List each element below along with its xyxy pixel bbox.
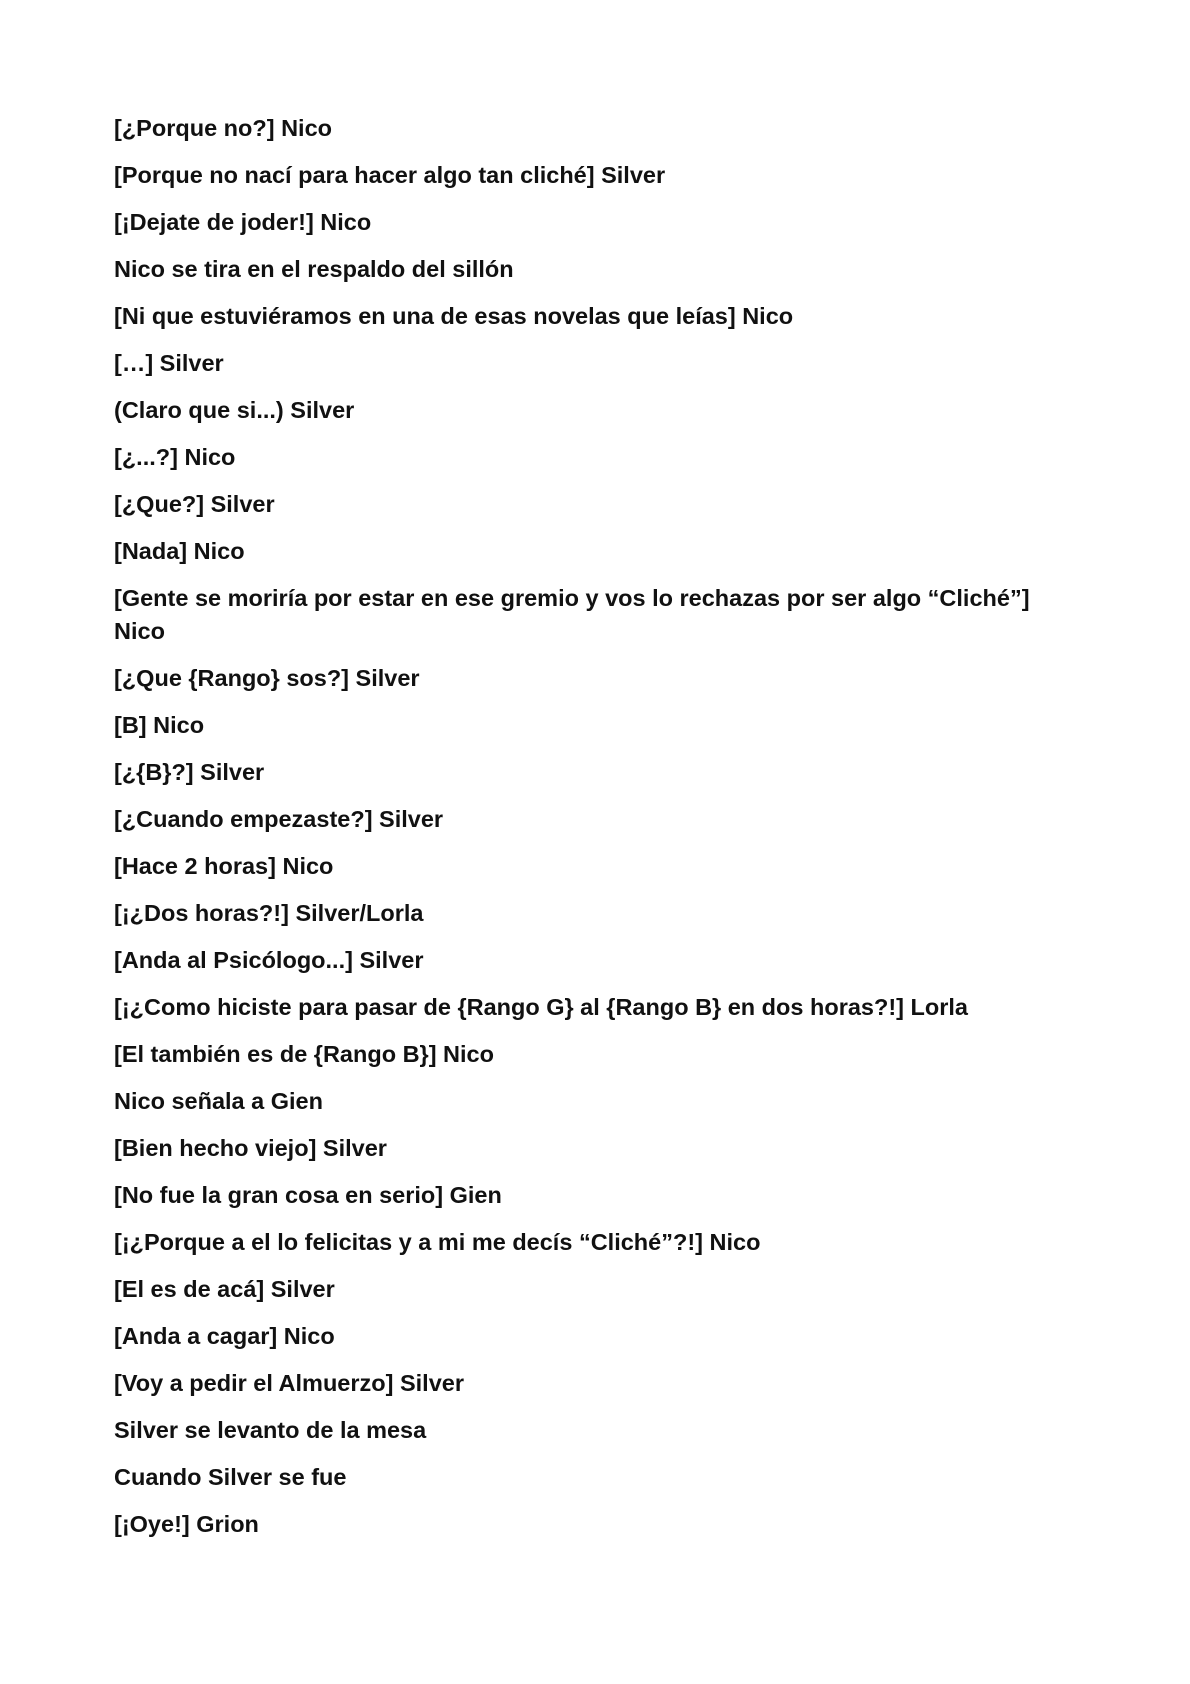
text-line: [¿...?] Nico <box>114 444 236 470</box>
text-line: [¡¿Dos horas?!] Silver/Lorla <box>114 900 424 926</box>
text-line: [¿Que {Rango} sos?] Silver <box>114 665 420 691</box>
text-line: [Anda al Psicólogo...] Silver <box>114 947 424 973</box>
text-line: [¿Que?] Silver <box>114 491 275 517</box>
text-line: [¡Oye!] Grion <box>114 1511 259 1537</box>
text-line: [¿Cuando empezaste?] Silver <box>114 806 444 832</box>
text-line: [No fue la gran cosa en serio] Gien <box>114 1182 502 1208</box>
text-line: [El es de acá] Silver <box>114 1276 335 1302</box>
text-line: [¿{B}?] Silver <box>114 759 265 785</box>
text-line: [Bien hecho viejo] Silver <box>114 1135 387 1161</box>
text-line: Cuando Silver se fue <box>114 1464 347 1490</box>
text-line: Silver se levanto de la mesa <box>114 1417 427 1443</box>
text-line: [¡¿Como hiciste para pasar de {Rango G} al {Rango B} en dos horas?!] Lorla <box>114 994 968 1020</box>
text-line: [¿Porque no?] Nico <box>114 115 333 141</box>
text-line: [Hace 2 horas] Nico <box>114 853 334 879</box>
text-line: [¡¿Porque a el lo felicitas y a mi me decís “Cliché”?!] Nico <box>114 1229 761 1255</box>
text-line: […] Silver <box>114 350 224 376</box>
text-line: [Porque no nací para hacer algo tan cliché] Silver <box>114 162 666 188</box>
text-line: [¡Dejate de joder!] Nico <box>114 209 372 235</box>
text-line: [El también es de {Rango B}] Nico <box>114 1041 494 1067</box>
text-line: [Nada] Nico <box>114 538 245 564</box>
text-line: [Gente se moriría por estar en ese gremio y vos lo rechazas por ser algo “Cliché”] Nico <box>114 585 1030 644</box>
document-body <box>114 112 1074 1555</box>
text-line: [B] Nico <box>114 712 205 738</box>
text-line: [Ni que estuviéramos en una de esas novelas que leías] Nico <box>114 303 794 329</box>
text-line: Nico señala a Gien <box>114 1088 323 1114</box>
text-line: (Claro que si...) Silver <box>114 397 355 423</box>
text-line: [Voy a pedir el Almuerzo] Silver <box>114 1370 464 1396</box>
text-line: [Anda a cagar] Nico <box>114 1323 335 1349</box>
text-line: Nico se tira en el respaldo del sillón <box>114 256 514 282</box>
